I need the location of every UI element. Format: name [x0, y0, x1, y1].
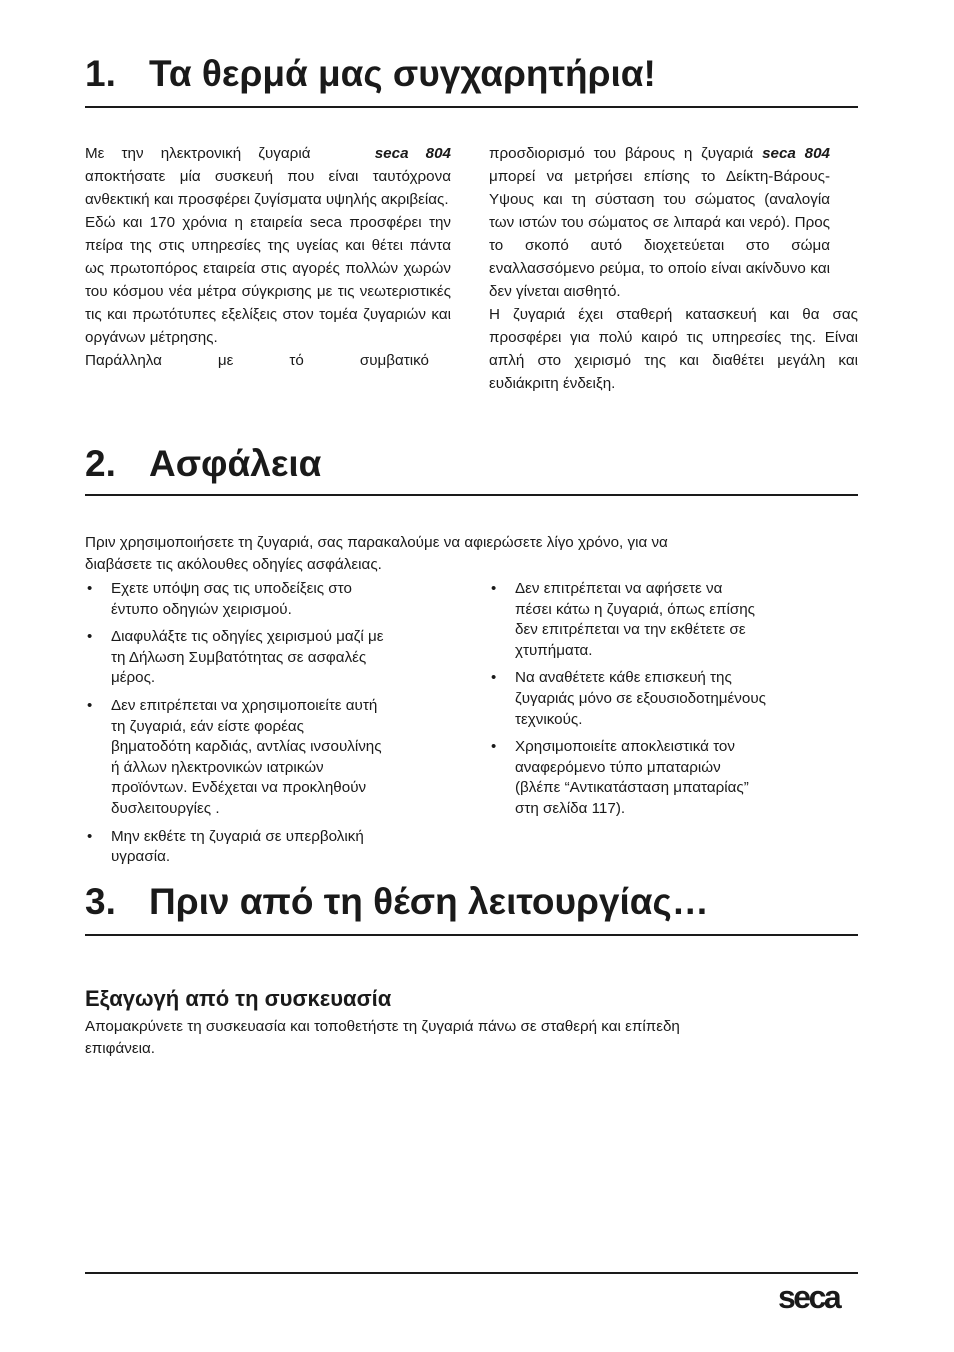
safety-list-left	[85, 579, 445, 875]
safety-intro	[85, 532, 785, 576]
section-1-heading	[85, 52, 858, 108]
safety-list-item-line: Διαφυλάξτε τις οδηγίες χειρισμού μαζί με	[111, 628, 384, 646]
section-1-paragraph-2: Εδώ και 170 χρόνια η εταιρεία seca προσφέρει την πείρα της στις υπηρεσίες της υγείας και θέτει πάντα ως πρωτοπόρος εταιρεία στις αγορές πολλών χωρών του κόσμου νέα μέτρα σύγκρισης με τις νεωτεριστικές τις και πρωτότυπες εξελίξεις στον τομέα ζυγαριών και οργάνων μέτρησης.	[85, 214, 451, 346]
safety-intro-line-2: διαβάσετε τις ακόλουθες οδηγίες ασφάλειας.	[85, 556, 382, 573]
safety-list-item-line: Να αναθέτετε κάθε επισκευή της	[515, 669, 732, 687]
section-2-heading	[85, 442, 858, 496]
safety-list-item-line: Χρησιμοποιείτε αποκλειστικά τον	[515, 738, 735, 756]
safety-list-item-line: Δεν επιτρέπεται να χρησιμοποιείτε αυτή	[111, 696, 378, 714]
paragraph-4-rest: μπορεί να μετρήσει επίσης το Δείκτη-Βάρους-Υψους και τη σύσταση του σώματος (αναλογία των ιστών του σώματος σε λιπαρά και νερό). Προς το σκοπό αυτό διοχετεύεται στο σώμα εναλλασσόμενο ρεύμα, το οποίο είναι ακίνδυνο και δεν γίνεται αισθητό.	[489, 168, 830, 300]
safety-list-item	[85, 696, 445, 820]
safety-intro-line-1: Πριν χρησιμοποιήσετε τη ζυγαριά, σας παρακαλούμε να αφιερώσετε λίγο χρόνο, για να	[85, 534, 668, 551]
section-1-paragraph-1	[85, 142, 451, 211]
safety-list-item-line: Δεν επιτρέπεται να αφήσετε να	[515, 580, 723, 597]
safety-list-item-line: χτυπήματα.	[515, 641, 593, 659]
safety-list-item-line: υγρασία.	[111, 848, 171, 866]
safety-list-item-line: τεχνικούς.	[515, 710, 583, 728]
paragraph-1-prefix: Με την ηλεκτρονική ζυγαριά	[85, 145, 311, 162]
paragraph-4-prefix: προσδιορισμό του βάρους η ζυγαριά	[489, 145, 754, 162]
bullet-icon: •	[87, 580, 93, 597]
safety-list-item-line: Μην εκθέτε τη ζυγαριά σε υπερβολική	[111, 827, 364, 845]
section-3-title: Πριν από τη θέση λειτουργίας…	[149, 881, 709, 922]
unpacking-text-line-1: Απομακρύνετε τη συσκευασία και τοποθετήστε τη ζυγαριά πάνω σε σταθερή και επίπεδη	[85, 1018, 680, 1035]
safety-list-item-line: μέρος.	[111, 669, 156, 687]
safety-list-item-line: ζυγαριάς μόνο σε εξουσιοδοτημένους	[515, 689, 766, 707]
section-1-paragraph-4	[489, 142, 858, 303]
safety-list-item	[85, 579, 445, 620]
bullet-icon: •	[87, 628, 93, 646]
section-2-title: Ασφάλεια	[149, 443, 322, 484]
section-1-title: Τα θερμά μας συγχαρητήρια!	[149, 53, 656, 94]
section-1-paragraph-3: Παράλληλα με τό συμβατικό	[85, 352, 429, 369]
safety-list-item-line: πέσει κάτω η ζυγαριά, όπως επίσης	[515, 600, 755, 618]
section-3-heading	[85, 880, 858, 936]
safety-list-item-line: αναφερόμενο τύπο μπαταριών	[515, 758, 721, 776]
safety-list-item-line: τη Δήλωση Συμβατότητας σε ασφαλές	[111, 648, 367, 666]
safety-list-item	[85, 827, 445, 868]
safety-list-item-line: ή άλλων ηλεκτρονικών ιατρικών	[111, 758, 324, 776]
safety-list-item	[85, 627, 445, 689]
safety-list-item-line: δυσλειτουργίες .	[111, 799, 220, 817]
unpacking-text	[85, 1016, 785, 1060]
safety-list-item-line: τη ζυγαριά, εάν είστε φορέας	[111, 717, 304, 735]
section-1-column-left	[85, 142, 451, 372]
safety-list-item	[489, 737, 849, 819]
safety-list-item-line: έντυπο οδηγιών χειρισμού.	[111, 600, 292, 618]
safety-list-item-line: δεν επιτρέπεται να την εκθέτετε σε	[515, 621, 746, 639]
paragraph-1-rest: αποκτήσατε μία συσκευή που είναι ταυτόχρονα ανθεκτική και προσφέρει ζυγίσματα υψηλής ακριβείας.	[85, 168, 451, 208]
bullet-icon: •	[491, 580, 497, 597]
bullet-icon: •	[491, 738, 497, 756]
safety-list-item-line: Εχετε υπόψη σας τις υποδείξεις στο	[111, 580, 352, 597]
safety-list-item-line: προϊόντων. Ενδέχεται να προκληθούν	[111, 779, 367, 797]
section-2-number: 2.	[85, 443, 116, 484]
safety-list-item-line: στη σελίδα 117).	[515, 799, 626, 817]
brand-name: seca 804	[374, 145, 451, 162]
safety-list-item-line: (βλέπε “Αντικατάσταση μπαταρίας”	[515, 779, 749, 797]
safety-list-item	[489, 579, 849, 661]
bullet-icon: •	[87, 827, 93, 845]
seca-logo: seca	[778, 1279, 840, 1315]
brand-name: seca 804	[762, 145, 830, 162]
bullet-icon: •	[491, 669, 497, 687]
safety-list-item-line: βηματοδότη καρδιάς, αντλίας ινσουλίνης	[111, 738, 382, 756]
unpacking-subheading: Εξαγωγή από τη συσκευασία	[85, 986, 392, 1011]
safety-list-right	[489, 579, 849, 827]
safety-list-item	[489, 668, 849, 730]
section-1-column-right	[489, 142, 858, 395]
unpacking-text-line-2: επιφάνεια.	[85, 1040, 155, 1057]
footer-rule	[85, 1272, 858, 1274]
section-1-paragraph-5: Η ζυγαριά έχει σταθερή κατασκευή και θα σας προσφέρει για πολύ καιρό τις υπηρεσίες της. Είναι απλή στο χειρισμό της και διαθέτει μεγάλη και ευδιάκριτη ένδειξη.	[489, 306, 858, 392]
section-1-number: 1.	[85, 53, 116, 94]
bullet-icon: •	[87, 696, 93, 714]
section-3-number: 3.	[85, 881, 116, 922]
